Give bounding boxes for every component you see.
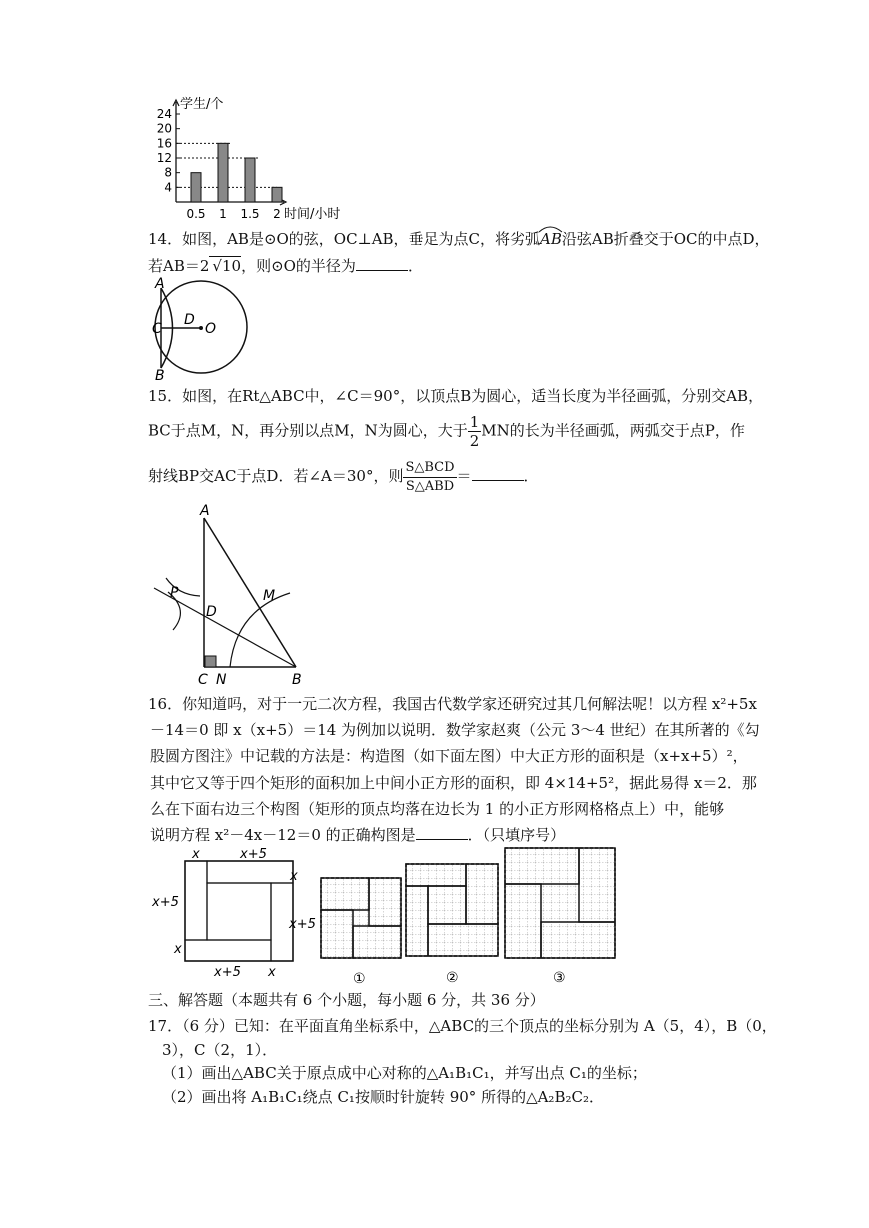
svg-text:x: x bbox=[174, 942, 182, 957]
q16-line3: 股圆方图注》中记载的方法是：构造图（如下面左图）中大正方形的面积是（x+x+5）²， bbox=[150, 747, 748, 765]
x-axis-label: 时间/小时 bbox=[284, 207, 341, 222]
bar bbox=[272, 187, 282, 202]
fraction-half: $\frac{1}{2}$ bbox=[469, 413, 480, 450]
grid-figure-1 bbox=[319, 876, 403, 988]
label-O: O bbox=[205, 321, 217, 337]
x-tick-label: 1 bbox=[219, 207, 227, 221]
q17-line1: 17．（6 分）已知：在平面直角坐标系中，△ABC的三个顶点的坐标分别为 A（5，4），B（0， bbox=[148, 1017, 777, 1035]
q16-line2: －14＝0 即 x（x+5）＝14 为例加以说明．数学家赵爽（公元 3～4 世纪）在其所著的《勾 bbox=[150, 721, 760, 739]
sqrt-ten: √10 bbox=[209, 256, 241, 275]
label-A: A bbox=[200, 503, 210, 519]
svg-text:x+5: x+5 bbox=[240, 847, 267, 862]
zhao-shuang-square-figure bbox=[150, 844, 316, 980]
label-A: A bbox=[155, 276, 165, 292]
y-tick-label: 16 bbox=[156, 136, 172, 151]
label-P: P bbox=[170, 585, 179, 601]
q15-line2: BC于点M，N，再分别以点M，N为圆心，大于 $\frac{1}{2}$ MN的长为半径画弧，两弧交于点P，作 bbox=[148, 413, 745, 450]
grid-figure-3 bbox=[503, 846, 617, 988]
figure-number-3: ③ bbox=[553, 970, 566, 986]
label-D: D bbox=[206, 604, 217, 620]
label-D: D bbox=[184, 312, 195, 328]
bar-chart bbox=[140, 96, 380, 226]
y-axis-label: 学生/个 bbox=[180, 97, 224, 112]
q14-circle-figure bbox=[146, 276, 258, 382]
x-tick-label: 0.5 bbox=[186, 207, 206, 221]
figure-number-2: ② bbox=[446, 970, 459, 986]
svg-text:x+5: x+5 bbox=[214, 965, 241, 980]
y-tick-label: 8 bbox=[164, 165, 172, 180]
q17-line2: 3），C（2，1）． bbox=[162, 1041, 278, 1059]
q14-line2: 若AB＝2 √10，则⊙O的半径为 ． bbox=[148, 257, 423, 275]
svg-text:x: x bbox=[192, 847, 200, 862]
label-B: B bbox=[155, 368, 165, 384]
q16-line6: 说明方程 x²－4x－12＝0 的正确构图是 ．（只填序号） bbox=[150, 826, 566, 844]
q16-line1: 16．你知道吗，对于一元二次方程，我国古代数学家还研究过其几何解法呢！以方程 x²+5x bbox=[148, 695, 757, 713]
q16-line4: 其中它又等于四个矩形的面积加上中间小正方形的面积，即 4×14+5²，据此易得 x＝2．那 bbox=[150, 774, 757, 792]
label-B: B bbox=[292, 672, 302, 688]
bar bbox=[218, 143, 228, 202]
svg-text:x: x bbox=[290, 869, 298, 884]
svg-text:x: x bbox=[268, 965, 276, 980]
x-tick-label: 1.5 bbox=[240, 207, 260, 221]
section-3-heading: 三、解答题（本题共有 6 个小题，每小题 6 分，共 36 分） bbox=[148, 991, 545, 1009]
q15-line3: 射线BP交AC于点D．若∠A＝30°，则 $\frac{\text{S△BCD}}{\text{S△ABD}}$ ＝ ． bbox=[148, 459, 539, 494]
x-tick-label: 2 bbox=[273, 207, 281, 221]
y-tick-label: 12 bbox=[156, 151, 172, 165]
q15-answer-blank bbox=[472, 466, 524, 481]
y-tick-label: 4 bbox=[164, 180, 172, 195]
q14-answer-blank bbox=[356, 256, 408, 271]
label-C: C bbox=[198, 672, 208, 688]
q16-line5: 么在下面右边三个构图（矩形的顶点均落在边长为 1 的小正方形网格格点上）中，能够 bbox=[150, 800, 725, 818]
label-N: N bbox=[216, 672, 227, 688]
y-tick-label: 24 bbox=[156, 107, 172, 121]
label-C: C bbox=[152, 321, 162, 337]
y-tick-label: 20 bbox=[156, 121, 172, 136]
label-M: M bbox=[263, 588, 276, 604]
svg-text:x+5: x+5 bbox=[152, 895, 179, 910]
fraction-area-ratio: $\frac{\text{S△BCD}}{\text{S△ABD}}$ bbox=[405, 459, 455, 494]
grid-figure-2 bbox=[404, 862, 500, 988]
q14-line1: 14．如图，AB是⊙O的弦，OC⊥AB，垂足为点C，将劣弧AB 沿弦AB折叠交于OC的中点D， bbox=[148, 229, 770, 249]
q15-line1: 15．如图，在Rt△ABC中，∠C＝90°，以顶点B为圆心，适当长度为半径画弧，分别交AB， bbox=[148, 387, 764, 405]
q17-sub1: （1）画出△ABC关于原点成中心对称的△A₁B₁C₁，并写出点 C₁的坐标； bbox=[162, 1064, 647, 1082]
figure-number-1: ① bbox=[353, 971, 366, 987]
svg-text:x+5: x+5 bbox=[289, 917, 316, 932]
bar bbox=[191, 173, 201, 202]
q15-triangle-figure bbox=[148, 500, 308, 690]
bar bbox=[245, 158, 255, 202]
q16-answer-blank bbox=[416, 825, 468, 840]
q17-sub2: （2）画出将 A₁B₁C₁绕点 C₁按顺时针旋转 90° 所得的△A₂B₂C₂． bbox=[162, 1088, 604, 1106]
